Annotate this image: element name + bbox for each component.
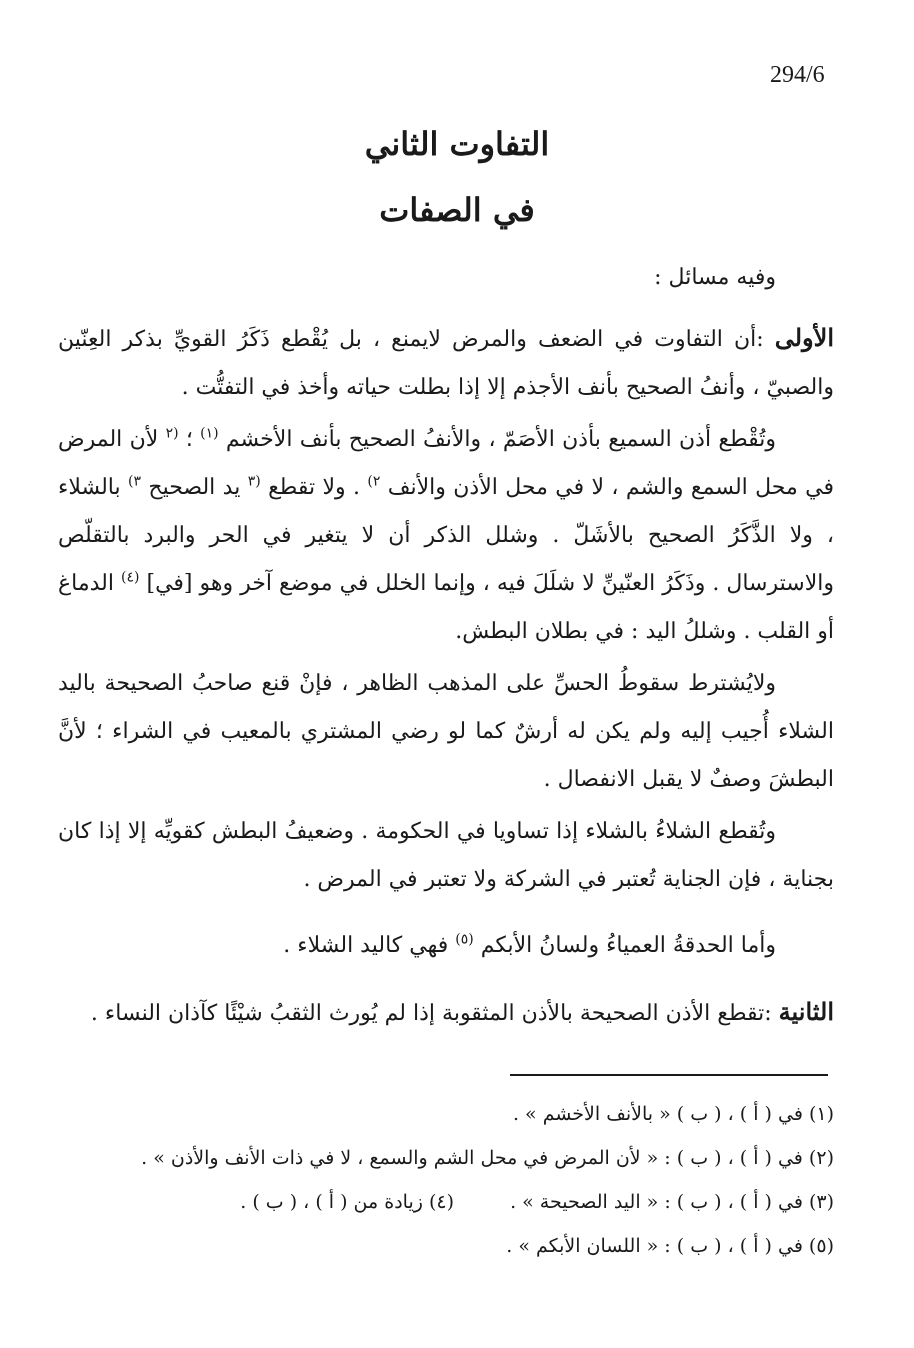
paragraph-blind-eye xyxy=(58,922,834,970)
footnote-ref-2-open: (٢ xyxy=(165,425,179,442)
footnote-1: (١) في ( أ ) ، ( ب ) « بالأنف الأخشم » . xyxy=(512,1103,834,1125)
footnote-2: (٢) في ( أ ) ، ( ب ) : « لأن المرض في محل الشم والسمع ، لا في ذات الأنف والأذن » . xyxy=(141,1147,834,1169)
footnote-ref-3-close: ٣) xyxy=(128,473,141,490)
paragraph-text: الدماغ أو القلب . وشللُ اليد : في بطلان البطش. xyxy=(58,571,834,644)
paragraph-text: فهي كاليد الشلاء . xyxy=(283,933,456,958)
issue-lead-second: الثانية xyxy=(778,997,834,1026)
intro-line: وفيه مسائل : xyxy=(654,265,776,290)
footnote-4: (٤) زيادة من ( أ ) ، ( ب ) . xyxy=(240,1191,454,1213)
paragraph-second-issue xyxy=(58,988,834,1038)
footnote-5: (٥) في ( أ ) ، ( ب ) : « اللسان الأبكم » . xyxy=(506,1235,834,1257)
paragraph-first-issue xyxy=(58,314,834,412)
footnote-ref-5: (٥) xyxy=(455,931,474,948)
footnote-row-3-4 xyxy=(58,1180,834,1224)
footnote-ref-3-open: (٣ xyxy=(247,473,261,490)
paragraph-ear-nose xyxy=(58,416,834,656)
paragraph-text: . ولا تقطع xyxy=(260,475,368,500)
paragraph-text: وأما الحدقةُ العمياءُ ولسانُ الأبكم xyxy=(473,933,776,958)
paragraph-text: :أن التفاوت في الضعف والمرض لايمنع ، بل يُقْطع ذَكَرُ القويِّ بذكر العِنّين والصبيّ ، وأنفُ الصحيح بأنف الأجذم إلا إذا بطلت حياته وأخذ في التفتُّت . xyxy=(58,327,834,400)
footnote-ref-1: (١) xyxy=(200,425,219,442)
chapter-subtitle: في الصفات xyxy=(379,191,535,229)
footnote-ref-2-close: ٢) xyxy=(367,473,381,490)
paragraph-text: وتُقْطع أذن السميع بأذن الأصَمّ ، والأنفُ الصحيح بأنف الأخشم xyxy=(218,427,776,452)
footnote-separator xyxy=(510,1074,828,1076)
paragraph-text: لأن المرض في محل السمع والشم ، لا في محل الأذن والأنف xyxy=(58,427,834,500)
issue-lead-first: الأولى xyxy=(774,323,834,352)
paragraph-text: بالشلاء ، ولا الذَّكَرُ الصحيح بالأشَلّ . وشلل الذكر أن لا يتغير في الحر والبرد بالتقلّص والاسترسال . وذَكَرُ العنّينِّ لا شلَلَ فيه ، وإنما الخلل في موضع آخر وهو [في] xyxy=(58,475,834,596)
paragraph-sensation: ولايُشترط سقوطُ الحسِّ على المذهب الظاهر ، فإنْ قنع صاحبُ الصحيحة باليد الشلاء أُجيب إليه ولم يكن له أرشٌ كما لو رضي المشتري بالمعيب في الشراء ؛ لأنَّ البطشَ وصفٌ لا يقبل الانفصال . xyxy=(58,671,834,792)
footnote-3: (٣) في ( أ ) ، ( ب ) : « اليد الصحيحة » . xyxy=(510,1191,834,1213)
footnotes xyxy=(58,1092,834,1268)
paragraph-text: ؛ xyxy=(178,427,201,452)
page-number: 294/6 xyxy=(770,62,825,88)
paragraph-text: :تقطع الأذن الصحيحة بالأذن المثقوبة إذا لم يُورث الثقبُ شيْئًا كآذان النساء . xyxy=(90,1001,779,1026)
chapter-title: التفاوت الثاني xyxy=(364,125,550,163)
paragraph-text: يد الصحيح xyxy=(141,475,248,500)
paragraph-paralyzed-hand: وتُقطع الشلاءُ بالشلاء إذا تساويا في الحكومة . وضعيفُ البطش كقويِّه إلا إذا كان بجناية ، فإن الجناية تُعتبر في الشركة ولا تعتبر في المرض . xyxy=(58,819,834,892)
footnote-ref-4: (٤) xyxy=(121,569,140,586)
